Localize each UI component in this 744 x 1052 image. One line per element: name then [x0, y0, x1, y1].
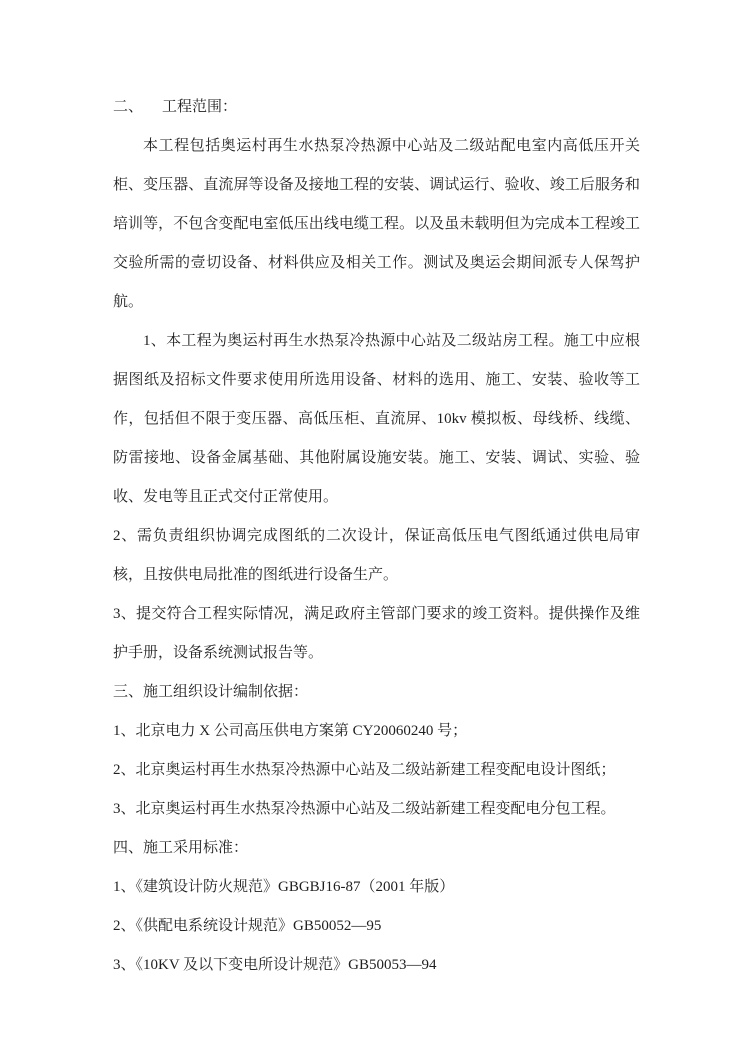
standard-item-3: 3、《10KV 及以下变电所设计规范》GB50053—94 [113, 957, 437, 973]
section-heading-standards [113, 829, 640, 868]
basis-item-3: 3、北京奥运村再生水热泵冷热源中心站及二级站新建工程变配电分包工程。 [113, 801, 616, 817]
paragraph-scope-item-2: 2、需负责组织协调完成图纸的二次设计，保证高低压电气图纸通过供电局审核，且按供电局批准的图纸进行设备生产。 [113, 528, 640, 583]
paragraph-scope-intro: 本工程包括奥运村再生水热泵冷热源中心站及二级站配电室内高低压开关柜、变压器、直流屏等设备及接地工程的安装、调试运行、验收、竣工后服务和培训等，不包含变配电室低压出线电缆工程。以及虽未载明但为完成本工程竣工交验所需的壹切设备、材料供应及相关工作。测试及奥运会期间派专人保驾护航。 [113, 138, 640, 310]
standard-item-1: 1、《建筑设计防火规范》GBGBJ16-87（2001 年版） [113, 879, 455, 895]
heading-title: 施工采用标准： [143, 840, 249, 856]
paragraph-scope-item-3: 3、提交符合工程实际情况，满足政府主管部门要求的竣工资料。提供操作及维护手册，设备系统测试报告等。 [113, 606, 640, 661]
section-heading-scope [113, 88, 640, 127]
heading-title: 工程范围： [162, 99, 238, 115]
heading-number: 三、 [113, 684, 144, 700]
basis-item-1: 1、北京电力 X 公司高压供电方案第 CY20060240 号； [113, 723, 468, 739]
section-heading-design-basis [113, 673, 640, 712]
heading-number: 四、 [113, 840, 144, 856]
heading-number: 二、 [113, 99, 144, 115]
standard-item-2: 2、《供配电系统设计规范》GB50052—95 [113, 918, 382, 934]
basis-item-2: 2、北京奥运村再生水热泵冷热源中心站及二级站新建工程变配电设计图纸； [113, 762, 616, 778]
heading-title: 施工组织设计编制依据： [143, 684, 309, 700]
paragraph-scope-item-1: 1、本工程为奥运村再生水热泵冷热源中心站及二级站房工程。施工中应根据图纸及招标文件要求使用所选用设备、材料的选用、施工、安装、验收等工作，包括但不限于变压器、高低压柜、直流屏、10kv 模拟板、母线桥、线缆、防雷接地、设备金属基础、其他附属设施安装。施工、安装、调试、实验、验收、发电等且正式交付正常使用。 [113, 333, 640, 505]
